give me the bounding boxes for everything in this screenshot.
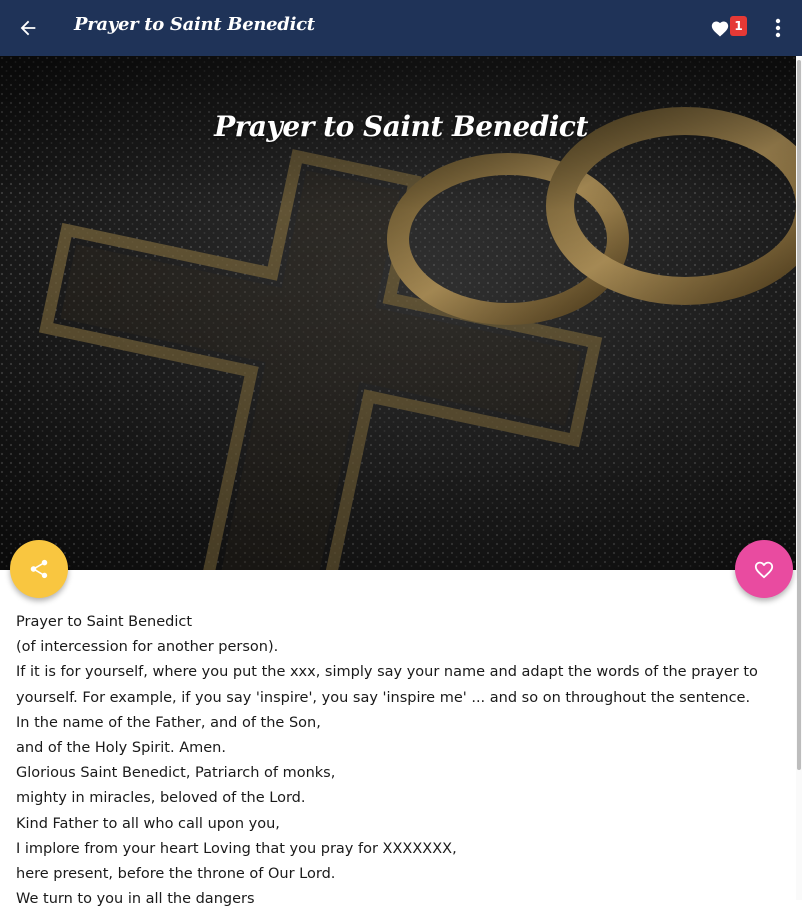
favorites-button[interactable]	[710, 15, 750, 41]
prayer-line: and of the Holy Spirit. Amen.	[16, 740, 226, 757]
prayer-text	[16, 610, 786, 912]
prayer-line: Kind Father to all who call upon you,	[16, 815, 280, 832]
heart-outline-icon	[753, 559, 775, 579]
back-button[interactable]	[14, 14, 42, 42]
favorite-button[interactable]	[735, 540, 793, 598]
favorites-badge: 1	[730, 16, 747, 36]
app-bar-title: Prayer to Saint Benedict	[74, 14, 315, 35]
prayer-line: yourself. For example, if you say 'inspire', you say 'inspire me' ... and so on throughout the sentence.	[16, 689, 751, 706]
prayer-line: mighty in miracles, beloved of the Lord.	[16, 790, 306, 807]
scrollbar-thumb[interactable]	[797, 60, 801, 770]
share-button[interactable]	[10, 540, 68, 598]
more-vert-icon	[775, 18, 781, 38]
back-arrow-icon	[17, 17, 39, 39]
share-icon	[28, 558, 50, 580]
prayer-line: Glorious Saint Benedict, Patriarch of monks,	[16, 765, 336, 782]
hero-image	[0, 56, 796, 570]
prayer-line: here present, before the throne of Our Lord.	[16, 866, 336, 883]
prayer-line: We turn to you in all the dangers	[16, 891, 255, 908]
hero-title: Prayer to Saint Benedict	[214, 110, 588, 143]
prayer-line: In the name of the Father, and of the Son,	[16, 714, 321, 731]
prayer-line: If it is for yourself, where you put the xxx, simply say your name and adapt the words of the prayer to	[16, 664, 758, 681]
heart-icon	[710, 19, 730, 37]
prayer-line: I implore from your heart Loving that you pray for XXXXXXX,	[16, 840, 457, 857]
app-bar	[0, 0, 802, 56]
more-options-button[interactable]	[766, 14, 790, 42]
prayer-line: Prayer to Saint Benedict	[16, 614, 193, 630]
prayer-line: (of intercession for another person).	[16, 639, 279, 656]
